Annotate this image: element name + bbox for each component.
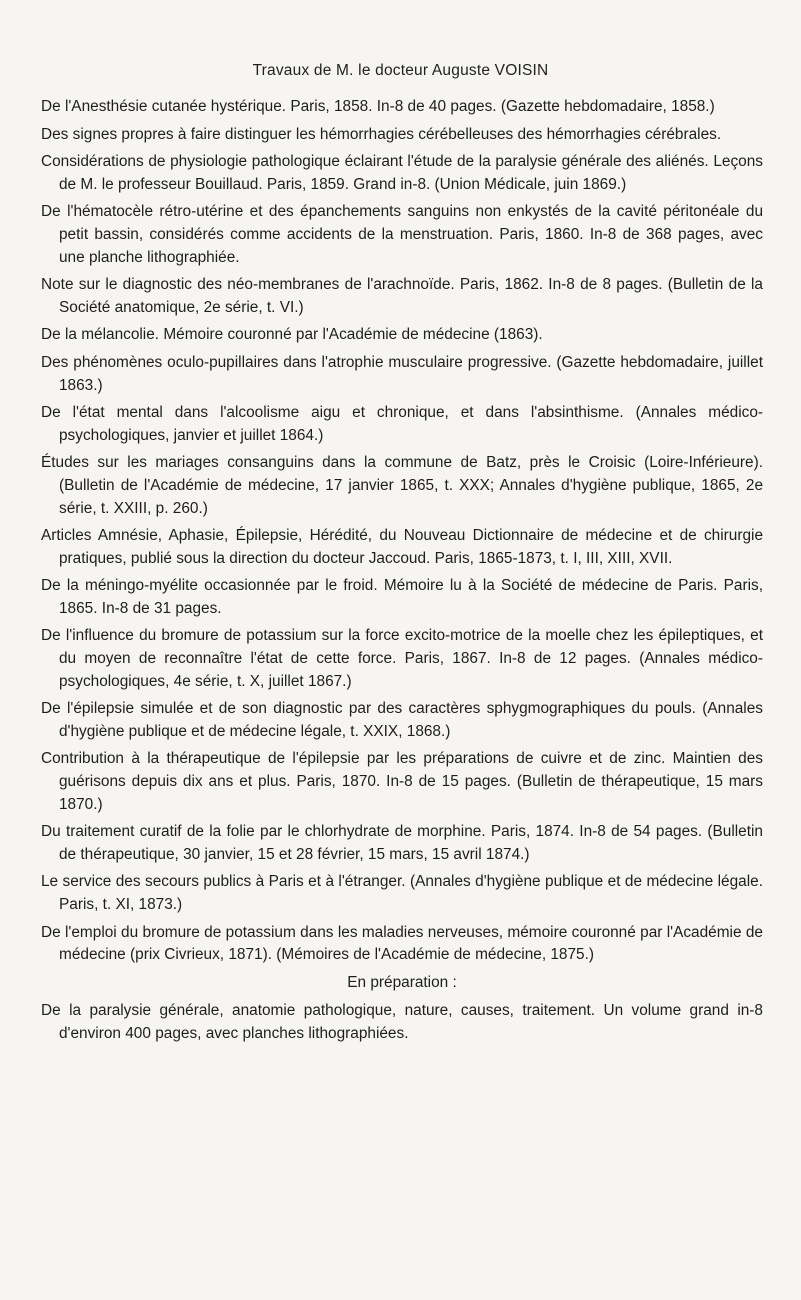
bibliography-entry: Note sur le diagnostic des néo-membranes de l'arachnoïde. Paris, 1862. In-8 de 8 pages. (Bulletin de la Société anatomique, 2e série, t. VI.) (41, 276, 763, 316)
page-header: Travaux de M. le docteur Auguste VOISIN (252, 62, 549, 79)
bibliography-entry: Considérations de physiologie pathologique éclairant l'étude de la paralysie générale des aliénés. Leçons de M. le professeur Bouillaud. Paris, 1859. Grand in-8. (Union Médicale, juin 1869.) (41, 153, 763, 193)
bibliography-entry: Études sur les mariages consanguins dans la commune de Batz, près le Croisic (Loire-Inférieure). (Bulletin de l'Académie de médecine, 17 janvier 1865, t. XXX; Annales d'hygiène publique, 1865, 2e série, t. XXIII, p. 260.) (41, 454, 763, 517)
bibliography-entry: De l'hématocèle rétro-utérine et des épanchements sanguins non enkystés de la cavité péritonéale du petit bassin, considérés comme accidents de la menstruation. Paris, 1860. In-8 de 368 pages, avec une planche lithographiée. (41, 203, 763, 266)
bibliography-entry: Le service des secours publics à Paris et à l'étranger. (Annales d'hygiène publique et de médecine légale. Paris, t. XI, 1873.) (41, 873, 763, 913)
bibliography-entry: Des signes propres à faire distinguer les hémorrhagies cérébelleuses des hémorrhagies cérébrales. (41, 125, 722, 143)
bibliography-entry: De la méningo-myélite occasionnée par le froid. Mémoire lu à la Société de médecine de Paris. Paris, 1865. In-8 de 31 pages. (41, 577, 763, 617)
bibliography-list (41, 96, 763, 1046)
section-heading-preparation: En préparation : (347, 973, 457, 991)
bibliography-entry: Du traitement curatif de la folie par le chlorhydrate de morphine. Paris, 1874. In-8 de 54 pages. (Bulletin de thérapeutique, 30 janvier, 15 et 28 février, 15 mars, 15 avril 1874.) (41, 823, 763, 863)
bibliography-entry: De l'emploi du bromure de potassium dans les maladies nerveuses, mémoire couronné par l'Académie de médecine (prix Civrieux, 1871). (Mémoires de l'Académie de médecine, 1875.) (41, 923, 763, 964)
bibliography-entry: Des phénomènes oculo-pupillaires dans l'atrophie musculaire progressive. (Gazette hebdomadaire, juillet 1863.) (41, 353, 763, 394)
bibliography-entry: Articles Amnésie, Aphasie, Épilepsie, Hérédité, du Nouveau Dictionnaire de médecine et de chirurgie pratiques, publié sous la direction du docteur Jaccoud. Paris, 1865-1873, t. I, III, XIII, XVII. (41, 527, 763, 567)
bibliography-entry: Contribution à la thérapeutique de l'épilepsie par les préparations de cuivre et de zinc. Maintien des guérisons depuis dix ans et plus. Paris, 1870. In-8 de 15 pages. (Bulletin de thérapeutique, 15 mars 1870.) (41, 750, 763, 813)
bibliography-entry: De l'épilepsie simulée et de son diagnostic par des caractères sphygmographiques du pouls. (Annales d'hygiène publique et de médecine légale, t. XXIX, 1868.) (41, 700, 763, 740)
bibliography-entry: De l'Anesthésie cutanée hystérique. Paris, 1858. In-8 de 40 pages. (Gazette hebdomadaire, 1858.) (41, 98, 715, 115)
preparation-entry: De la paralysie générale, anatomie pathologique, nature, causes, traitement. Un volume grand in-8 d'environ 400 pages, avec planches lithographiées. (41, 1002, 763, 1042)
bibliography-entry: De l'état mental dans l'alcoolisme aigu et chronique, et dans l'absinthisme. (Annales médico-psychologiques, janvier et juillet 1864.) (41, 404, 763, 444)
bibliography-entry: De l'influence du bromure de potassium sur la force excito-motrice de la moelle chez les épileptiques, et du moyen de reconnaître l'état de cette force. Paris, 1867. In-8 de 12 pages. (Annales médico-psychologiques, 4e série, t. X, juillet 1867.) (41, 627, 763, 690)
bibliography-entry: De la mélancolie. Mémoire couronné par l'Académie de médecine (1863). (41, 326, 543, 344)
